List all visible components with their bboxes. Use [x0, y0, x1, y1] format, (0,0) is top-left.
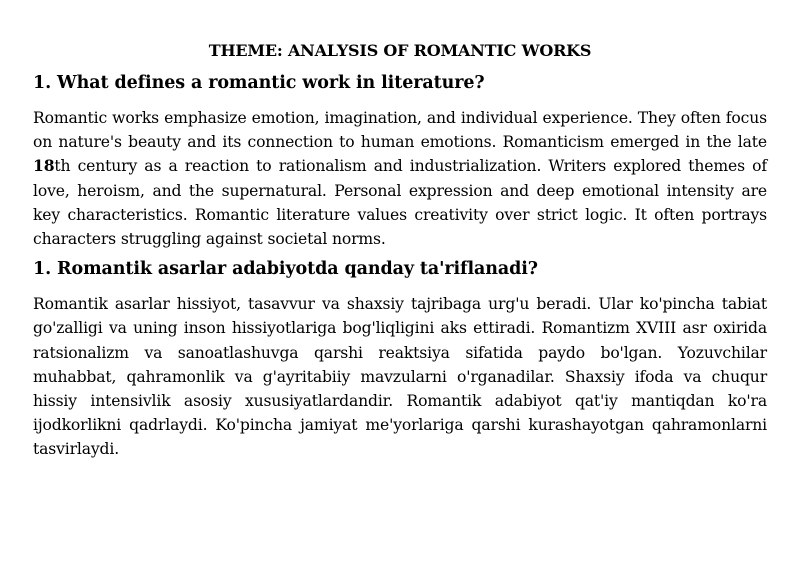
section-uzbek [33, 256, 767, 461]
paragraph-text-end: th century as a reaction to rationalism and industrialization. Writers explored themes of love, heroism, and the supernatural. Personal expression and deep emotional intensity are key characteristics. Romantic literature values creativity over strict logic. It often portrays characters struggling against societal norms. [33, 157, 767, 249]
question-heading-uzbek: 1. Romantik asarlar adabiyotda qanday ta'riflanadi? [33, 259, 538, 280]
section-english [33, 70, 767, 251]
century-number: 18 [33, 156, 55, 176]
question-heading-english: 1. What defines a romantic work in literature? [33, 73, 485, 93]
answer-paragraph-english [33, 106, 767, 251]
document-title: THEME: ANALYSIS OF ROMANTIC WORKS [208, 41, 592, 60]
paragraph-text-start: Romantic works emphasize emotion, imagination, and individual experience. They often focus on nature's beauty and its connection to human emotions. Romanticism emerged in the late [33, 109, 767, 152]
document-page [33, 38, 767, 467]
answer-paragraph-uzbek: Romantik asarlar hissiyot, tasavvur va shaxsiy tajribaga urg'u beradi. Ular ko'pincha tabiat go'zalligi va uning inson hissiyotlariga bog'liqligini aks ettiradi. Romantizm XVIII asr oxirida ratsionalizm va sanoatlashuvga qarshi reaktsiya sifatida paydo bo'lgan. Yozuvchilar muhabbat, qahramonlik va g'ayritabiiy mavzularni o'rganadilar. Shaxsiy ifoda va chuqur hissiy intensivlik asosiy xususiyatlardandir. Romantik adabiyot qat'iy mantiqdan ko'ra ijodkorlikni qadrlaydi. Ko'pincha jamiyat me'yorlariga qarshi kurashayotgan qahramonlarni tasvirlaydi. [33, 295, 767, 459]
